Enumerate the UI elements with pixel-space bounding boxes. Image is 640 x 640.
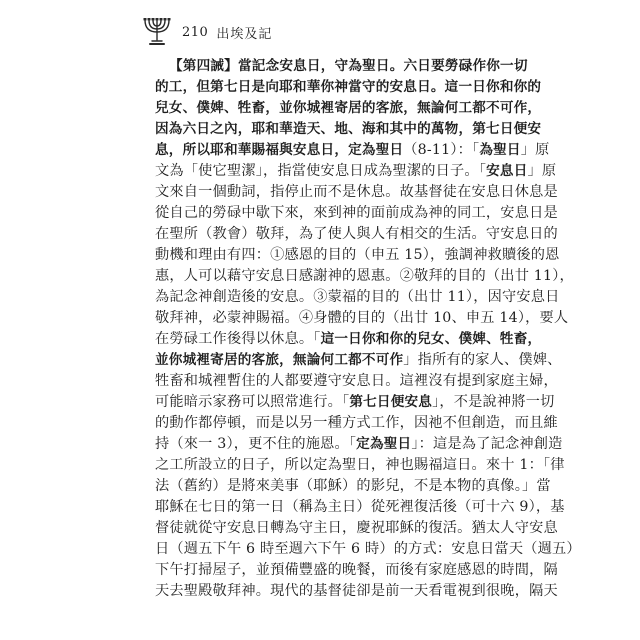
commentary-segment: 可能暗示家務可以照常進行。「 — [155, 394, 350, 410]
text-line — [155, 119, 542, 140]
text-line — [155, 77, 542, 98]
text-line — [155, 476, 551, 497]
commentary-segment: 在勞碌工作後得以休息。「 — [155, 331, 321, 347]
commentary-segment: 從自己的勞碌中歇下來，來到神的面前成為神的同工，安息日是 — [155, 205, 558, 221]
text-line — [155, 350, 562, 371]
commentary-segment: 」指所有的家人、僕婢、 — [403, 352, 562, 368]
commentary-segment: 」：這是為了記念神創造 — [411, 436, 563, 452]
scripture-quote-segment: 【第四誡】當記念安息日，守為聖日。六日要勞碌作你一切 — [169, 58, 528, 74]
scripture-quote-segment: 這一日你和你的兒女、僕婢、牲畜， — [320, 331, 542, 347]
commentary-segment: 敬拜神，必蒙神賜福。④身體的目的（出廿 10、申五 14），要人 — [155, 310, 569, 326]
text-line — [155, 266, 574, 287]
scripture-quote-segment: 因為六日之內，耶和華造天、地、海和其中的萬物，第七日便安 — [155, 121, 542, 137]
running-header — [140, 14, 272, 50]
scripture-quote-segment: 息，所以耶和華賜福與安息日，定為聖日 — [155, 142, 404, 158]
menorah-icon — [140, 17, 174, 47]
page-number: 210 — [182, 24, 209, 40]
text-line — [155, 182, 558, 203]
commentary-segment: 」，不是說神將一切 — [432, 394, 555, 410]
text-line — [155, 140, 550, 161]
scripture-quote-segment: 兒女、僕婢、牲畜，並你城裡寄居的客旅，無論何工都不可作， — [155, 100, 542, 116]
text-line — [155, 98, 542, 119]
commentary-segment: 」原 — [520, 142, 550, 158]
commentary-paragraph — [155, 56, 581, 602]
text-line — [155, 392, 555, 413]
commentary-segment: 文來自一個動詞，指停止而不是休息。故基督徒在安息日休息是 — [155, 184, 558, 200]
text-line — [155, 245, 560, 266]
commentary-segment: 持（來一 3），更不住的施恩。「 — [155, 436, 357, 452]
text-line — [155, 161, 557, 182]
scripture-quote-segment: 第七日便安息 — [349, 394, 433, 410]
text-line — [155, 287, 560, 308]
commentary-segment: 之工所設立的日子，所以定為聖日，神也賜福這日。來十 1：「律 — [155, 457, 565, 473]
text-line — [155, 56, 528, 77]
scripture-quote-segment: 並你城裡寄居的客旅，無論何工都不可作 — [155, 352, 404, 368]
text-line — [155, 308, 569, 329]
scripture-quote-segment: 安息日 — [486, 163, 528, 179]
text-line — [155, 581, 558, 602]
text-line — [155, 329, 542, 350]
commentary-segment: 下午打掃屋子，並預備豐盛的晚餐，而後有家庭感恩的時間，隔 — [155, 562, 558, 578]
scripture-quote-segment: 的工，但第七日是向耶和華你神當守的安息日。這一日你和你的 — [155, 79, 542, 95]
commentary-segment: 文為「使它聖潔」，指當使安息日成為聖潔的日子。「 — [155, 163, 487, 179]
book-title: 出埃及記 — [216, 26, 273, 42]
commentary-segment: 的動作都停頓，而是以另一種方式工作，因祂不但創造，而且維 — [155, 415, 558, 431]
commentary-segment: 」原 — [527, 163, 557, 179]
text-line — [155, 371, 558, 392]
commentary-segment: 督徒就從守安息日轉為守主日，慶祝耶穌的復活。猶太人守安息 — [155, 520, 558, 536]
commentary-segment: 在聖所（教會）敬拜，為了使人與人有相交的生活。守安息日的 — [155, 226, 558, 242]
commentary-segment: 惠，人可以藉守安息日感謝神的恩惠。②敬拜的目的（出廿 11）， — [155, 268, 574, 284]
text-line — [155, 455, 565, 476]
commentary-segment: 日（週五下午 6 時至週六下午 6 時）的方式：安息日當天（週五） — [155, 541, 581, 557]
commentary-segment: 耶穌在七日的第一日（稱為主日）從死裡復活後（可十六 9），基 — [155, 499, 565, 515]
text-line — [155, 203, 558, 224]
text-line — [155, 497, 565, 518]
commentary-segment: （8-11）：「 — [403, 142, 480, 158]
text-line — [155, 518, 558, 539]
text-line — [155, 539, 581, 560]
text-line — [155, 434, 563, 455]
text-line — [155, 224, 558, 245]
commentary-segment: 法（舊約）是將來美事（耶穌）的影兒，不是本物的真像。」當 — [155, 478, 551, 494]
commentary-segment: 為記念神創造後的安息。③蒙福的目的（出廿 11），因守安息日 — [155, 289, 560, 305]
scripture-quote-segment: 定為聖日 — [356, 436, 412, 452]
commentary-segment: 牲畜和城裡暫住的人都要遵守安息日。這裡沒有提到家庭主婦， — [155, 373, 558, 389]
commentary-segment: 天去聖殿敬拜神。現代的基督徒卻是前一天看電視到很晚，隔天 — [155, 583, 558, 599]
text-line — [155, 560, 558, 581]
commentary-segment: 動機和理由有四：①感恩的目的（申五 15），強調神救贖後的恩 — [155, 247, 560, 263]
scripture-quote-segment: 為聖日 — [479, 142, 521, 158]
text-line — [155, 413, 558, 434]
